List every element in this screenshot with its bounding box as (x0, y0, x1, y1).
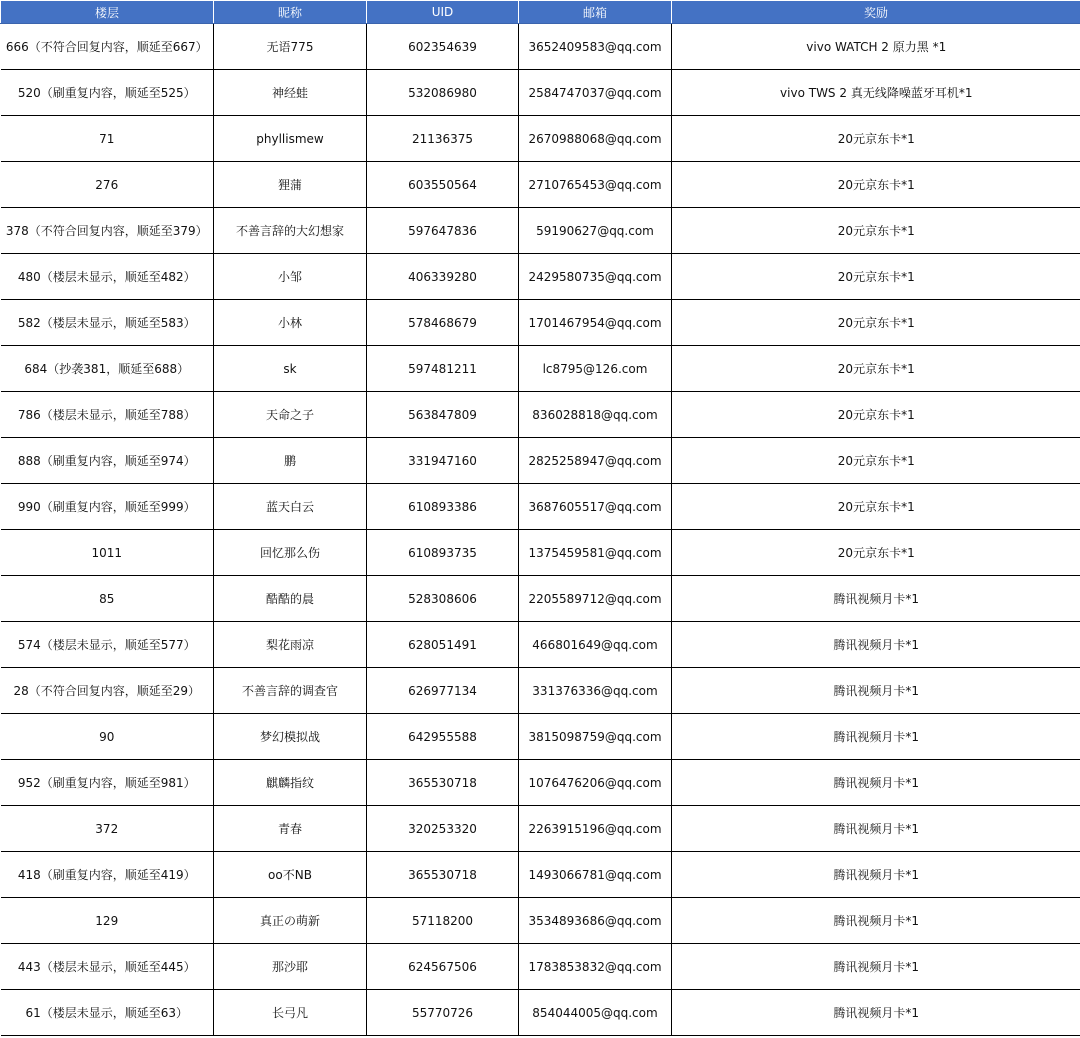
floor-cell: 888（刷重复内容，顺延至974） (1, 438, 214, 484)
reward-cell: vivo WATCH 2 原力黑 *1 (672, 24, 1080, 70)
uid-cell: 532086980 (367, 70, 519, 116)
reward-cell: 腾讯视频月卡*1 (672, 668, 1080, 714)
floor-cell: 443（楼层未显示，顺延至445） (1, 944, 214, 990)
floor-cell: 276 (1, 162, 214, 208)
floor-cell: 61（楼层未显示，顺延至63） (1, 990, 214, 1036)
floor-cell: 520（刷重复内容，顺延至525） (1, 70, 214, 116)
table-row (1, 622, 1080, 668)
floor-cell: 480（楼层未显示，顺延至482） (1, 254, 214, 300)
table-row (1, 346, 1080, 392)
reward-cell: 腾讯视频月卡*1 (672, 944, 1080, 990)
reward-cell: 腾讯视频月卡*1 (672, 622, 1080, 668)
floor-cell: 372 (1, 806, 214, 852)
uid-cell: 624567506 (367, 944, 519, 990)
table-row (1, 898, 1080, 944)
floor-cell: 666（不符合回复内容，顺延至667） (1, 24, 214, 70)
nickname-cell: 鹏 (214, 438, 367, 484)
table-row (1, 760, 1080, 806)
uid-cell: 331947160 (367, 438, 519, 484)
uid-cell: 603550564 (367, 162, 519, 208)
nickname-cell: 回忆那么伤 (214, 530, 367, 576)
table-row (1, 530, 1080, 576)
nickname-cell: oo不NB (214, 852, 367, 898)
reward-cell: 20元京东卡*1 (672, 300, 1080, 346)
nickname-cell: 无语775 (214, 24, 367, 70)
reward-cell: 腾讯视频月卡*1 (672, 576, 1080, 622)
floor-cell: 85 (1, 576, 214, 622)
reward-cell: 20元京东卡*1 (672, 116, 1080, 162)
reward-cell: 腾讯视频月卡*1 (672, 714, 1080, 760)
floor-cell: 1011 (1, 530, 214, 576)
floor-cell: 129 (1, 898, 214, 944)
reward-cell: 20元京东卡*1 (672, 346, 1080, 392)
reward-cell: 20元京东卡*1 (672, 254, 1080, 300)
email-cell: 466801649@qq.com (519, 622, 672, 668)
table-row (1, 668, 1080, 714)
floor-cell: 28（不符合回复内容，顺延至29） (1, 668, 214, 714)
reward-cell: 20元京东卡*1 (672, 484, 1080, 530)
email-cell: 59190627@qq.com (519, 208, 672, 254)
uid-cell: 602354639 (367, 24, 519, 70)
reward-cell: 20元京东卡*1 (672, 208, 1080, 254)
email-cell: 2825258947@qq.com (519, 438, 672, 484)
reward-cell: 腾讯视频月卡*1 (672, 760, 1080, 806)
floor-cell: 952（刷重复内容，顺延至981） (1, 760, 214, 806)
uid-cell: 578468679 (367, 300, 519, 346)
email-cell: 2205589712@qq.com (519, 576, 672, 622)
floor-cell: 684（抄袭381，顺延至688） (1, 346, 214, 392)
nickname-cell: 天命之子 (214, 392, 367, 438)
uid-cell: 597647836 (367, 208, 519, 254)
reward-cell: 20元京东卡*1 (672, 392, 1080, 438)
floor-cell: 71 (1, 116, 214, 162)
uid-cell: 55770726 (367, 990, 519, 1036)
uid-cell: 406339280 (367, 254, 519, 300)
reward-cell: 腾讯视频月卡*1 (672, 990, 1080, 1036)
floor-cell: 378（不符合回复内容，顺延至379） (1, 208, 214, 254)
email-cell: 1783853832@qq.com (519, 944, 672, 990)
table-row (1, 484, 1080, 530)
email-cell: 854044005@qq.com (519, 990, 672, 1036)
floor-cell: 574（楼层未显示，顺延至577） (1, 622, 214, 668)
uid-cell: 642955588 (367, 714, 519, 760)
email-cell: 1701467954@qq.com (519, 300, 672, 346)
header-floor: 楼层 (1, 1, 214, 24)
table-row (1, 576, 1080, 622)
nickname-cell: 小邹 (214, 254, 367, 300)
reward-cell: 20元京东卡*1 (672, 162, 1080, 208)
floor-cell: 990（刷重复内容，顺延至999） (1, 484, 214, 530)
table-row (1, 852, 1080, 898)
table-row (1, 24, 1080, 70)
reward-cell: 20元京东卡*1 (672, 530, 1080, 576)
reward-cell: 腾讯视频月卡*1 (672, 852, 1080, 898)
floor-cell: 786（楼层未显示，顺延至788） (1, 392, 214, 438)
uid-cell: 365530718 (367, 760, 519, 806)
nickname-cell: 麒麟指纹 (214, 760, 367, 806)
nickname-cell: 神经蛙 (214, 70, 367, 116)
table-row (1, 714, 1080, 760)
table-row (1, 300, 1080, 346)
email-cell: 3815098759@qq.com (519, 714, 672, 760)
uid-cell: 320253320 (367, 806, 519, 852)
reward-cell: vivo TWS 2 真无线降噪蓝牙耳机*1 (672, 70, 1080, 116)
table-row (1, 254, 1080, 300)
email-cell: 2670988068@qq.com (519, 116, 672, 162)
nickname-cell: 不善言辞的大幻想家 (214, 208, 367, 254)
uid-cell: 610893735 (367, 530, 519, 576)
table-row (1, 806, 1080, 852)
uid-cell: 57118200 (367, 898, 519, 944)
floor-cell: 90 (1, 714, 214, 760)
uid-cell: 626977134 (367, 668, 519, 714)
email-cell: 2263915196@qq.com (519, 806, 672, 852)
header-uid: UID (367, 1, 519, 24)
nickname-cell: 梦幻模拟战 (214, 714, 367, 760)
email-cell: 836028818@qq.com (519, 392, 672, 438)
floor-cell: 582（楼层未显示，顺延至583） (1, 300, 214, 346)
email-cell: 331376336@qq.com (519, 668, 672, 714)
email-cell: 1493066781@qq.com (519, 852, 672, 898)
email-cell: 3534893686@qq.com (519, 898, 672, 944)
nickname-cell: 小林 (214, 300, 367, 346)
table-row (1, 438, 1080, 484)
uid-cell: 597481211 (367, 346, 519, 392)
email-cell: 1076476206@qq.com (519, 760, 672, 806)
nickname-cell: 蓝天白云 (214, 484, 367, 530)
nickname-cell: 不善言辞的调查官 (214, 668, 367, 714)
email-cell: 3687605517@qq.com (519, 484, 672, 530)
table-body (1, 24, 1080, 1036)
table-row (1, 162, 1080, 208)
nickname-cell: 长弓凡 (214, 990, 367, 1036)
email-cell: 2584747037@qq.com (519, 70, 672, 116)
header-reward: 奖励 (672, 1, 1080, 24)
reward-cell: 腾讯视频月卡*1 (672, 806, 1080, 852)
email-cell: 1375459581@qq.com (519, 530, 672, 576)
reward-cell: 腾讯视频月卡*1 (672, 898, 1080, 944)
table-row (1, 208, 1080, 254)
header-email: 邮箱 (519, 1, 672, 24)
email-cell: 3652409583@qq.com (519, 24, 672, 70)
nickname-cell: 青春 (214, 806, 367, 852)
uid-cell: 628051491 (367, 622, 519, 668)
table-row (1, 392, 1080, 438)
nickname-cell: 梨花雨凉 (214, 622, 367, 668)
nickname-cell: sk (214, 346, 367, 392)
uid-cell: 610893386 (367, 484, 519, 530)
nickname-cell: 酷酷的晨 (214, 576, 367, 622)
floor-cell: 418（刷重复内容，顺延至419） (1, 852, 214, 898)
header-row (1, 1, 1080, 24)
nickname-cell: phyllismew (214, 116, 367, 162)
table-header (1, 1, 1080, 24)
reward-cell: 20元京东卡*1 (672, 438, 1080, 484)
header-nickname: 昵称 (214, 1, 367, 24)
nickname-cell: 狸蒲 (214, 162, 367, 208)
nickname-cell: 真正の萌新 (214, 898, 367, 944)
uid-cell: 365530718 (367, 852, 519, 898)
email-cell: lc8795@126.com (519, 346, 672, 392)
email-cell: 2710765453@qq.com (519, 162, 672, 208)
uid-cell: 528308606 (367, 576, 519, 622)
uid-cell: 21136375 (367, 116, 519, 162)
table-row (1, 116, 1080, 162)
uid-cell: 563847809 (367, 392, 519, 438)
table-row (1, 990, 1080, 1036)
email-cell: 2429580735@qq.com (519, 254, 672, 300)
table-row (1, 944, 1080, 990)
table-row (1, 70, 1080, 116)
nickname-cell: 那沙耶 (214, 944, 367, 990)
